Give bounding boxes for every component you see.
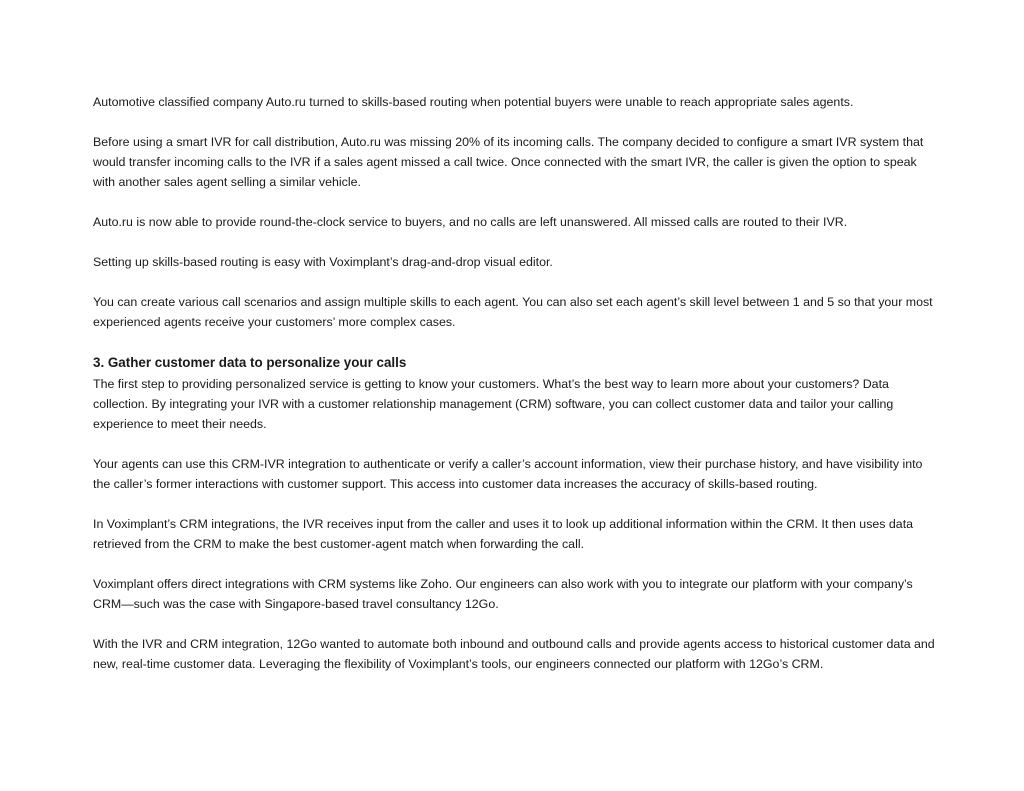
paragraph-visual-editor: Setting up skills-based routing is easy with Voximplant’s drag-and-drop visual editor.	[93, 255, 553, 269]
paragraph-crm-ivr-integration: Your agents can use this CRM-IVR integration to authenticate or verify a caller’s account information, view their purchase history, and have visibility into the caller’s former interactions with customer support. This access into customer data increases the accuracy of skills-based routing.	[93, 457, 923, 491]
paragraph-auto-ru-intro: Automotive classified company Auto.ru turned to skills-based routing when potential buyers were unable to reach appropriate sales agents.	[93, 95, 854, 109]
paragraph-auto-ru-smart-ivr: Before using a smart IVR for call distribution, Auto.ru was missing 20% of its incoming calls. The company decided to configure a smart IVR system that would transfer incoming calls to the IVR if a sales agent missed a call twice. Once connected with the smart IVR, the caller is given the option to speak with another sales agent selling a similar vehicle.	[93, 135, 924, 189]
paragraph-auto-ru-result: Auto.ru is now able to provide round-the-clock service to buyers, and no calls are left unanswered. All missed calls are routed to their IVR.	[93, 215, 848, 229]
section-heading: 3. Gather customer data to personalize your calls	[93, 355, 407, 370]
paragraph-direct-integrations: Voximplant offers direct integrations with CRM systems like Zoho. Our engineers can also work with you to integrate our platform with your company’s CRM—such was the case with Singapore-based travel consultancy 12Go.	[93, 577, 913, 611]
document-page	[93, 92, 938, 674]
paragraph-12go-case: With the IVR and CRM integration, 12Go wanted to automate both inbound and outbound calls and provide agents access to historical customer data and new, real-time customer data. Leveraging the flexibility of Voximplant’s tools, our engineers connected our platform with 12Go’s CRM.	[93, 637, 935, 671]
paragraph-crm-lookup: In Voximplant’s CRM integrations, the IVR receives input from the caller and uses it to look up additional information within the CRM. It then uses data retrieved from the CRM to make the best customer-agent match when forwarding the call.	[93, 517, 914, 551]
paragraph-data-collection: The first step to providing personalized service is getting to know your customers. What’s the best way to learn more about your customers? Data collection. By integrating your IVR with a customer relationship management (CRM) software, you can collect customer data and tailor your calling experience to meet their needs.	[93, 377, 894, 431]
paragraph-skill-levels: You can create various call scenarios and assign multiple skills to each agent. You can also set each agent’s skill level between 1 and 5 so that your most experienced agents receive your customers’ more complex cases.	[93, 295, 933, 329]
